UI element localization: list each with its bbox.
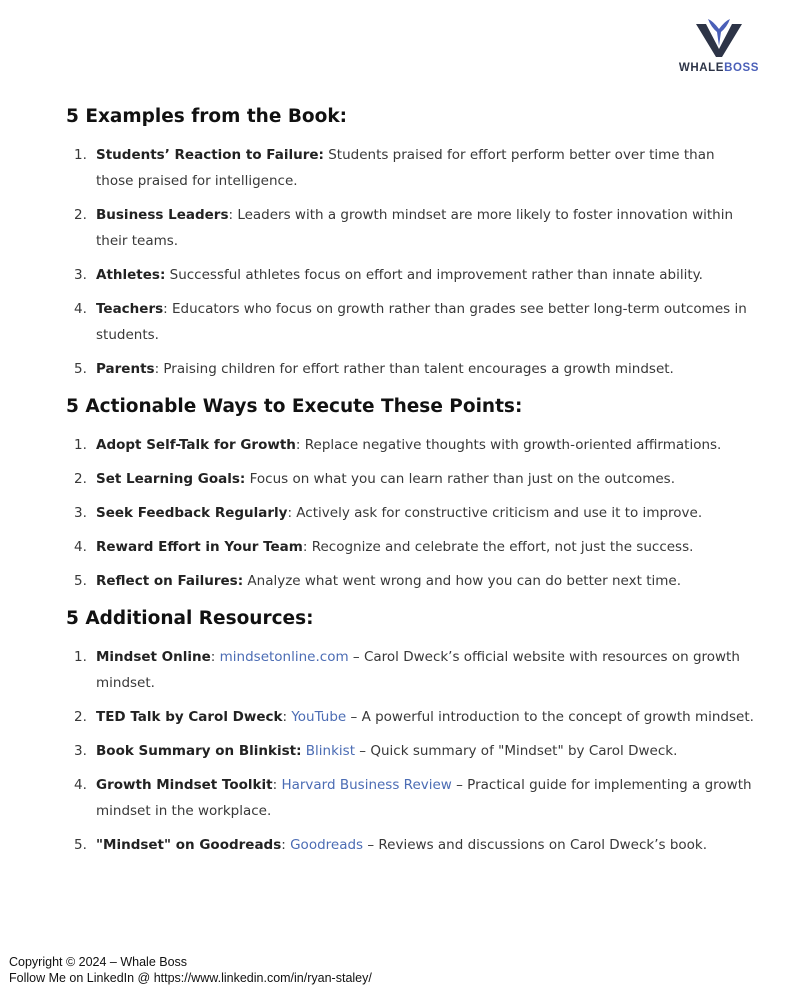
- list-item: [66, 832, 756, 858]
- list-number: 2.: [74, 709, 87, 725]
- item-heading: Reflect on Failures:: [96, 573, 244, 589]
- list-item: [66, 466, 756, 492]
- item-heading: Parents: [96, 361, 155, 377]
- resource-link-mindsetonline[interactable]: mindsetonline.com: [219, 649, 349, 665]
- section-title: 5 Actionable Ways to Execute These Points:: [66, 396, 523, 417]
- document-body: [66, 104, 756, 870]
- whaleboss-logo: [672, 16, 766, 74]
- section-resources: [66, 606, 756, 858]
- list-item: [66, 534, 756, 560]
- resource-link-youtube[interactable]: YouTube: [291, 709, 347, 725]
- item-text: Analyze what went wrong and how you can do better next time.: [243, 573, 681, 589]
- list-number: 2.: [74, 207, 87, 223]
- list-number: 2.: [74, 471, 87, 487]
- list-item: [66, 142, 756, 194]
- list-number: 5.: [74, 361, 87, 377]
- list-item: [66, 262, 756, 288]
- list-number: 3.: [74, 743, 87, 759]
- whale-tail-icon: [693, 16, 745, 58]
- item-text: Successful athletes focus on effort and improvement rather than innate ability.: [165, 267, 703, 283]
- list-item: [66, 432, 756, 458]
- list-item: [66, 738, 756, 764]
- section-actionable-ways: [66, 394, 756, 594]
- resources-list: [66, 644, 756, 858]
- item-text: : Praising children for effort rather than talent encourages a growth mindset.: [154, 361, 674, 377]
- item-heading: Growth Mindset Toolkit: [96, 777, 273, 793]
- list-item: [66, 568, 756, 594]
- item-heading: Seek Feedback Regularly: [96, 505, 288, 521]
- item-text: Focus on what you can learn rather than just on the outcomes.: [245, 471, 675, 487]
- linkedin-text: Follow Me on LinkedIn @ https://www.linkedin.com/in/ryan-staley/: [9, 971, 372, 985]
- logo-wordmark: [672, 62, 766, 74]
- item-heading: Mindset Online: [96, 649, 211, 665]
- list-item: [66, 704, 756, 730]
- resource-link-goodreads[interactable]: Goodreads: [290, 837, 364, 853]
- list-item: [66, 644, 756, 696]
- item-text: – Reviews and discussions on Carol Dweck’s book.: [363, 837, 708, 853]
- item-heading: Adopt Self-Talk for Growth: [96, 437, 296, 453]
- section-title: 5 Examples from the Book:: [66, 106, 348, 127]
- resource-link-hbr[interactable]: Harvard Business Review: [281, 777, 452, 793]
- list-number: 4.: [74, 777, 87, 793]
- section-examples: [66, 104, 756, 382]
- list-number: 3.: [74, 505, 87, 521]
- item-text: – Practical guide for implementing a growth mindset in the workplace.: [96, 777, 752, 819]
- list-number: 5.: [74, 573, 87, 589]
- item-text: Students praised for effort perform better over time than those praised for intelligence.: [96, 147, 715, 189]
- item-text: – A powerful introduction to the concept of growth mindset.: [346, 709, 754, 725]
- logo-text-boss: BOSS: [724, 62, 760, 74]
- logo-text-whale: WHALE: [678, 62, 725, 74]
- item-text: : Actively ask for constructive criticism and use it to improve.: [287, 505, 703, 521]
- item-heading: Athletes:: [96, 267, 166, 283]
- item-text: : Replace negative thoughts with growth-oriented affirmations.: [295, 437, 722, 453]
- item-heading: Reward Effort in Your Team: [96, 539, 303, 555]
- item-text: – Carol Dweck’s official website with resources on growth mindset.: [96, 649, 740, 691]
- examples-list: [66, 142, 756, 382]
- item-heading: "Mindset" on Goodreads: [96, 837, 282, 853]
- list-item: [66, 772, 756, 824]
- list-item: [66, 296, 756, 348]
- item-heading: Teachers: [96, 301, 164, 317]
- item-text: : Leaders with a growth mindset are more likely to foster innovation within their teams.: [96, 207, 734, 249]
- item-heading: Business Leaders: [96, 207, 229, 223]
- page-footer: [9, 954, 372, 986]
- list-item: [66, 202, 756, 254]
- item-separator: :: [281, 837, 291, 853]
- item-heading: TED Talk by Carol Dweck: [96, 709, 283, 725]
- section-title: 5 Additional Resources:: [66, 608, 314, 629]
- list-number: 1.: [74, 649, 87, 665]
- item-text: – Quick summary of "Mindset" by Carol Dweck.: [355, 743, 678, 759]
- list-number: 4.: [74, 539, 87, 555]
- actions-list: [66, 432, 756, 594]
- resource-link-blinkist[interactable]: Blinkist: [305, 743, 356, 759]
- list-number: 3.: [74, 267, 87, 283]
- list-item: [66, 356, 756, 382]
- list-number: 4.: [74, 301, 87, 317]
- list-number: 1.: [74, 147, 87, 163]
- list-number: 5.: [74, 837, 87, 853]
- item-heading: Book Summary on Blinkist:: [96, 743, 302, 759]
- item-text: : Recognize and celebrate the effort, not just the success.: [302, 539, 694, 555]
- item-text: : Educators who focus on growth rather than grades see better long-term outcomes in students.: [96, 301, 747, 343]
- item-separator: :: [272, 777, 282, 793]
- item-heading: Students’ Reaction to Failure:: [96, 147, 324, 163]
- copyright-text: Copyright © 2024 – Whale Boss: [9, 955, 188, 969]
- item-separator: :: [282, 709, 292, 725]
- list-item: [66, 500, 756, 526]
- list-number: 1.: [74, 437, 87, 453]
- item-separator: :: [210, 649, 220, 665]
- item-heading: Set Learning Goals:: [96, 471, 246, 487]
